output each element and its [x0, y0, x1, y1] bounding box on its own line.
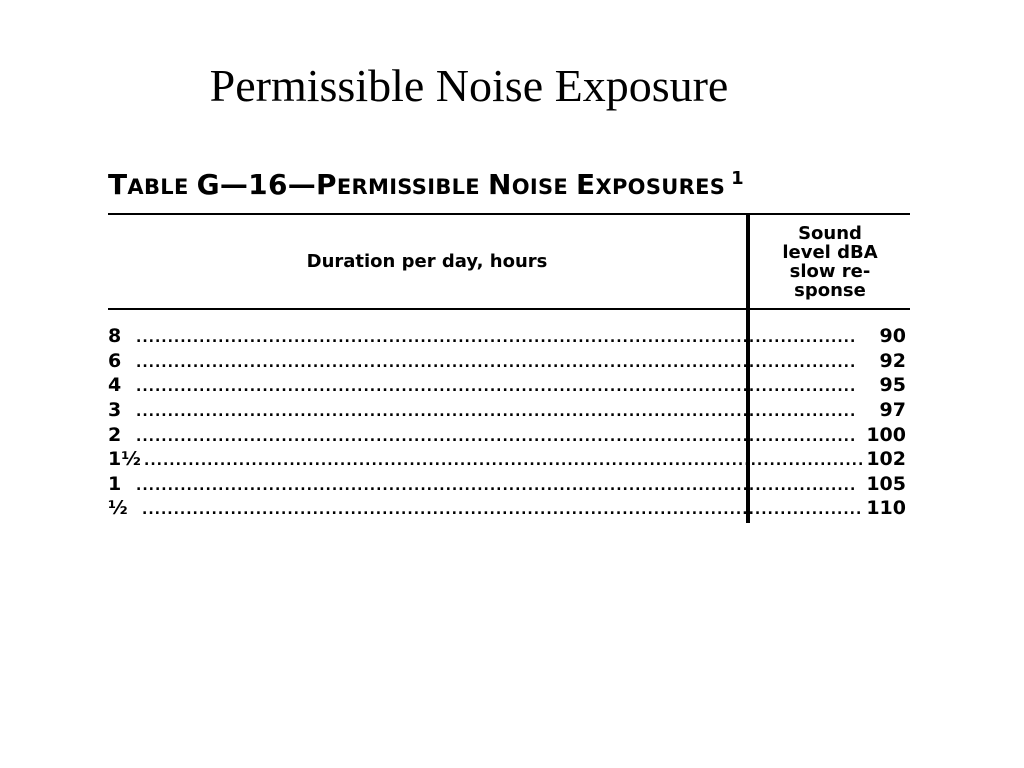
caption-word-table	[108, 168, 189, 201]
caption-footnote-mark: 1	[731, 168, 744, 189]
duration-cell: ½	[108, 497, 128, 520]
duration-cell: 3	[108, 399, 122, 422]
level-cell: 95	[879, 374, 906, 397]
table-row	[108, 447, 865, 472]
header-sound-level	[750, 215, 910, 308]
table-header-row	[108, 215, 910, 310]
duration-cell: 2	[108, 423, 122, 446]
caption-initial-p: P	[316, 168, 337, 201]
level-cell: 105	[866, 472, 906, 495]
dot-leader: ..................................................................................................................	[144, 453, 865, 470]
duration-cell: 4	[108, 374, 122, 397]
header-level-line: sponse	[794, 279, 866, 301]
dot-leader: ..................................................................................................................	[136, 477, 857, 494]
level-cell: 100	[866, 423, 906, 446]
dot-leader: ..................................................................................................................	[142, 502, 863, 519]
duration-cell: 1½	[108, 448, 141, 471]
caption-initial-t: T	[108, 168, 128, 201]
table-row	[108, 324, 857, 349]
dot-leader: ..................................................................................................................	[136, 330, 857, 347]
dot-leader: ..................................................................................................................	[136, 379, 857, 396]
table-caption	[108, 168, 910, 208]
noise-exposure-table	[108, 168, 910, 523]
dot-leader: ..................................................................................................................	[136, 404, 857, 421]
caption-rest-permissible: ERMISSIBLE	[336, 175, 480, 199]
caption-word-noise	[488, 168, 568, 201]
slide-title: Permissible Noise Exposure	[209, 60, 729, 111]
level-cell: 102	[866, 448, 906, 471]
caption-rest-exposures: XPOSURES	[595, 175, 726, 199]
dot-leader: ..................................................................................................................	[136, 428, 857, 445]
table-row	[108, 349, 857, 374]
table-row	[108, 422, 857, 447]
level-cell: 92	[879, 349, 906, 372]
table-row	[108, 398, 857, 423]
level-cell: 97	[879, 399, 906, 422]
table-body	[108, 310, 910, 523]
caption-rest-table: ABLE	[127, 175, 189, 199]
level-cell: 90	[879, 325, 906, 348]
header-duration: Duration per day, hours	[108, 215, 750, 308]
level-cell: 110	[866, 497, 906, 520]
duration-cell: 1	[108, 472, 122, 495]
duration-cell: 6	[108, 349, 122, 372]
dot-leader: ..................................................................................................................	[136, 354, 857, 371]
duration-cell: 8	[108, 325, 122, 348]
caption-rest-noise: OISE	[511, 175, 569, 199]
caption-word-exposures	[576, 168, 725, 201]
caption-table-number: G—16—	[196, 168, 317, 201]
duration-column	[108, 310, 865, 523]
table-row	[108, 472, 857, 497]
caption-initial-n: N	[487, 168, 512, 201]
header-level-line: level dBA	[782, 241, 878, 263]
caption-initial-e: E	[576, 168, 596, 201]
header-level-line: Sound	[798, 222, 862, 244]
caption-word-permissible	[316, 168, 480, 201]
table-row	[108, 373, 857, 398]
table-row	[108, 496, 863, 521]
header-level-line: slow re-	[789, 260, 871, 282]
